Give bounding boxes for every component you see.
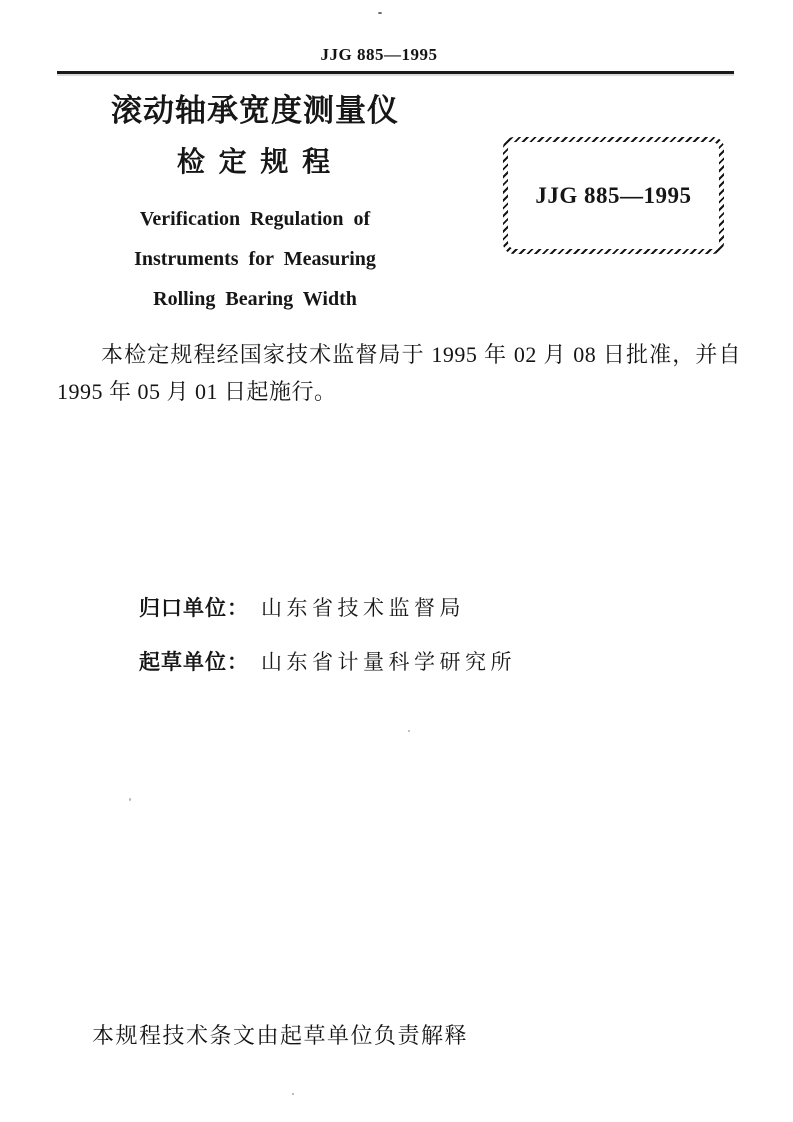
unit-label-centralizing: 归口单位： (139, 597, 249, 620)
unit-row-drafting (139, 649, 516, 676)
approval-paragraph: 本检定规程经国家技术监督局于 1995 年 02 月 08 日批准，并自 1995 年 05 月 01 日起施行。 (57, 342, 741, 404)
unit-row-centralizing (139, 595, 516, 622)
document-title-english-line2: Instruments for Measuring (134, 248, 376, 270)
scan-speck (129, 798, 131, 801)
responsible-units-block (139, 595, 516, 676)
standard-code-badge-inner (508, 142, 719, 249)
standard-code-badge (503, 137, 724, 254)
title-block (65, 92, 445, 319)
scan-speck (378, 12, 382, 14)
unit-value-centralizing: 山东省技术监督局 (261, 596, 465, 620)
scan-speck (408, 730, 410, 732)
unit-value-drafting: 山东省计量科学研究所 (261, 650, 516, 674)
standard-code-text: JJG 885—1995 (535, 182, 692, 208)
document-title-chinese: 滚动轴承宽度测量仪 (111, 93, 399, 128)
document-title-english-line1: Verification Regulation of (139, 208, 371, 230)
header-rule (57, 71, 734, 74)
document-title-english-line3: Rolling Bearing Width (153, 288, 357, 310)
document-subtitle-chinese: 检 定 规 程 (176, 146, 334, 177)
interpretation-note: 本规程技术条文由起草单位负责解释 (92, 1023, 469, 1048)
unit-label-drafting: 起草单位： (139, 651, 249, 674)
scan-speck (292, 1093, 294, 1095)
running-header-standard-code: JJG 885—1995 (320, 45, 438, 64)
